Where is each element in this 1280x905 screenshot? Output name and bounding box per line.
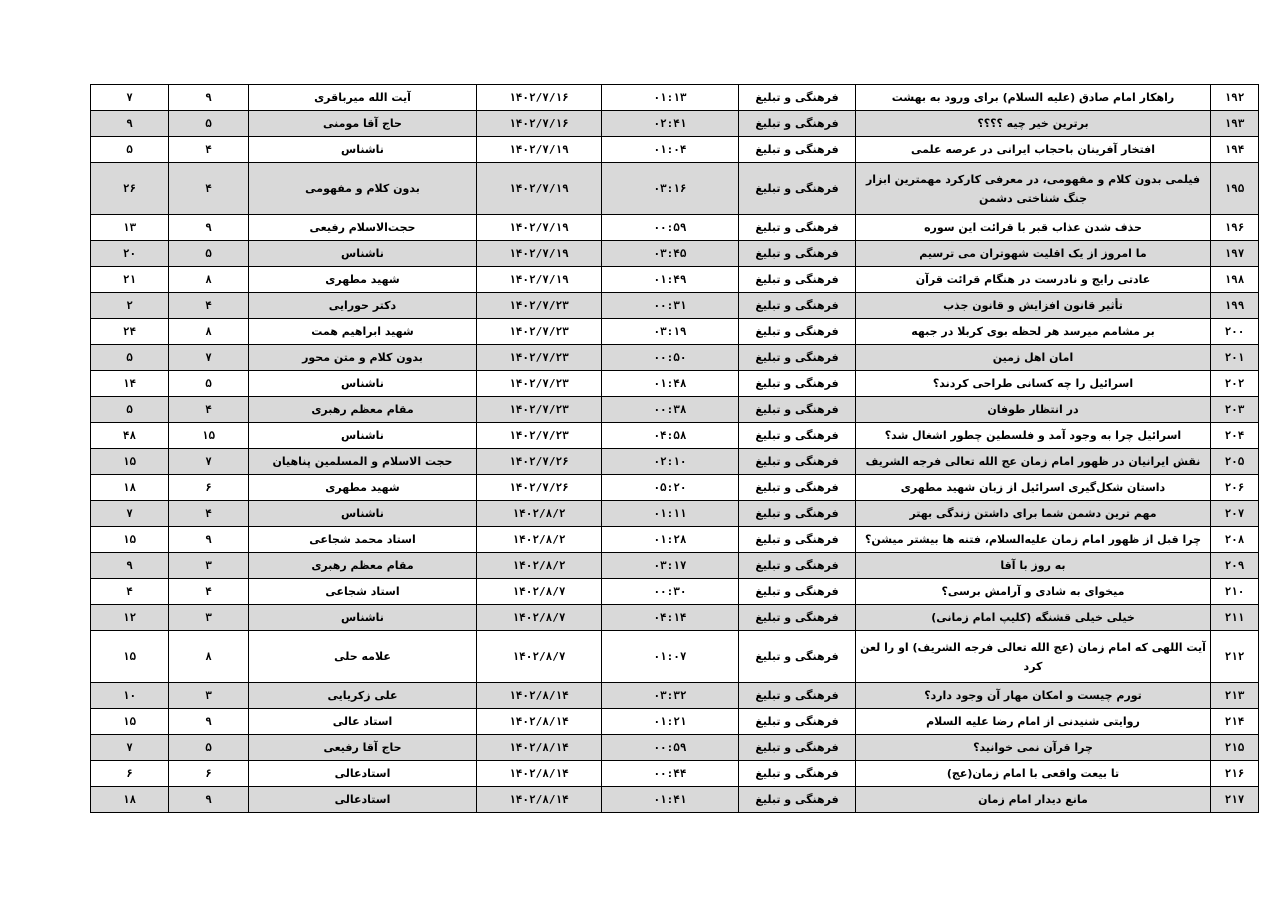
cell-speaker: استادعالی <box>249 787 477 813</box>
cell-count-a: ۴ <box>169 579 249 605</box>
cell-date: ۱۴۰۲/۸/۷ <box>477 605 602 631</box>
cell-row-number: ۲۱۳ <box>1211 683 1259 709</box>
cell-count-a: ۵ <box>169 241 249 267</box>
cell-row-number: ۲۱۲ <box>1211 631 1259 683</box>
cell-count-a: ۸ <box>169 267 249 293</box>
cell-row-number: ۲۰۱ <box>1211 345 1259 371</box>
cell-count-a: ۷ <box>169 449 249 475</box>
cell-speaker: حاج آقا رفیعی <box>249 735 477 761</box>
cell-row-number: ۲۰۲ <box>1211 371 1259 397</box>
table-row <box>91 761 1259 787</box>
cell-duration: ۰۱:۴۸ <box>602 371 739 397</box>
cell-count-b: ۵ <box>91 397 169 423</box>
table-row <box>91 579 1259 605</box>
cell-date: ۱۴۰۲/۷/۲۳ <box>477 371 602 397</box>
cell-count-b: ۱۵ <box>91 631 169 683</box>
cell-speaker: بدون کلام و متن محور <box>249 345 477 371</box>
cell-row-number: ۱۹۲ <box>1211 85 1259 111</box>
cell-date: ۱۴۰۲/۷/۱۹ <box>477 163 602 215</box>
cell-count-a: ۱۵ <box>169 423 249 449</box>
cell-row-number: ۲۱۵ <box>1211 735 1259 761</box>
cell-count-b: ۵ <box>91 345 169 371</box>
cell-speaker: شهید مطهری <box>249 475 477 501</box>
cell-title: عادتی رایج و نادرست در هنگام قرائت قرآن <box>856 267 1211 293</box>
cell-category: فرهنگی و تبلیغ <box>739 787 856 813</box>
table-row <box>91 345 1259 371</box>
cell-count-a: ۳ <box>169 605 249 631</box>
cell-title: امان اهل زمین <box>856 345 1211 371</box>
cell-category: فرهنگی و تبلیغ <box>739 85 856 111</box>
cell-title: بر مشامم میرسد هر لحظه بوی کربلا در جبهه <box>856 319 1211 345</box>
cell-count-a: ۹ <box>169 787 249 813</box>
cell-date: ۱۴۰۲/۷/۲۳ <box>477 397 602 423</box>
cell-duration: ۰۱:۲۸ <box>602 527 739 553</box>
table-row <box>91 319 1259 345</box>
cell-duration: ۰۱:۲۱ <box>602 709 739 735</box>
cell-category: فرهنگی و تبلیغ <box>739 137 856 163</box>
cell-title: روایتی شنیدنی از امام رضا علیه السلام <box>856 709 1211 735</box>
cell-row-number: ۲۱۱ <box>1211 605 1259 631</box>
cell-row-number: ۱۹۵ <box>1211 163 1259 215</box>
cell-date: ۱۴۰۲/۷/۱۹ <box>477 241 602 267</box>
cell-date: ۱۴۰۲/۸/۲ <box>477 501 602 527</box>
cell-duration: ۰۲:۱۰ <box>602 449 739 475</box>
cell-title: داستان شکل‌گیری اسرائیل از زبان شهید مطهری <box>856 475 1211 501</box>
cell-count-b: ۴ <box>91 579 169 605</box>
cell-title: افتخار آفرینان باحجاب ایرانی در عرصه علمی <box>856 137 1211 163</box>
cell-duration: ۰۱:۰۷ <box>602 631 739 683</box>
cell-date: ۱۴۰۲/۷/۲۶ <box>477 475 602 501</box>
cell-date: ۱۴۰۲/۸/۱۴ <box>477 683 602 709</box>
cell-date: ۱۴۰۲/۷/۱۹ <box>477 267 602 293</box>
cell-count-a: ۴ <box>169 501 249 527</box>
cell-title: تا بیعت واقعی با امام زمان(عج) <box>856 761 1211 787</box>
cell-category: فرهنگی و تبلیغ <box>739 553 856 579</box>
cell-row-number: ۲۰۶ <box>1211 475 1259 501</box>
cell-title: اسرائیل چرا به وجود آمد و فلسطین چطور اشغال شد؟ <box>856 423 1211 449</box>
cell-row-number: ۱۹۷ <box>1211 241 1259 267</box>
cell-duration: ۰۰:۳۰ <box>602 579 739 605</box>
cell-duration: ۰۳:۱۶ <box>602 163 739 215</box>
table-row <box>91 475 1259 501</box>
cell-duration: ۰۴:۱۴ <box>602 605 739 631</box>
cell-row-number: ۲۱۰ <box>1211 579 1259 605</box>
cell-count-b: ۹ <box>91 553 169 579</box>
table-row <box>91 501 1259 527</box>
cell-category: فرهنگی و تبلیغ <box>739 761 856 787</box>
cell-date: ۱۴۰۲/۷/۲۳ <box>477 345 602 371</box>
cell-title: راهکار امام صادق (علیه السلام) برای ورود به بهشت <box>856 85 1211 111</box>
cell-row-number: ۲۰۴ <box>1211 423 1259 449</box>
cell-date: ۱۴۰۲/۸/۷ <box>477 631 602 683</box>
cell-row-number: ۱۹۶ <box>1211 215 1259 241</box>
cell-category: فرهنگی و تبلیغ <box>739 111 856 137</box>
cell-duration: ۰۱:۴۱ <box>602 787 739 813</box>
cell-title: حذف شدن عذاب قبر با قرائت این سوره <box>856 215 1211 241</box>
cell-speaker: ناشناس <box>249 501 477 527</box>
cell-row-number: ۱۹۳ <box>1211 111 1259 137</box>
cell-title: تورم چیست و امکان مهار آن وجود دارد؟ <box>856 683 1211 709</box>
cell-count-b: ۲ <box>91 293 169 319</box>
cell-count-b: ۱۸ <box>91 787 169 813</box>
cell-row-number: ۲۰۵ <box>1211 449 1259 475</box>
cell-date: ۱۴۰۲/۷/۱۶ <box>477 111 602 137</box>
cell-row-number: ۲۰۰ <box>1211 319 1259 345</box>
table-row <box>91 683 1259 709</box>
cell-row-number: ۱۹۹ <box>1211 293 1259 319</box>
cell-category: فرهنگی و تبلیغ <box>739 319 856 345</box>
cell-date: ۱۴۰۲/۷/۱۹ <box>477 137 602 163</box>
table-row <box>91 735 1259 761</box>
cell-duration: ۰۳:۱۹ <box>602 319 739 345</box>
video-list-table <box>90 84 1259 813</box>
cell-duration: ۰۰:۵۹ <box>602 215 739 241</box>
cell-count-a: ۳ <box>169 683 249 709</box>
cell-count-a: ۶ <box>169 475 249 501</box>
table-row <box>91 631 1259 683</box>
cell-speaker: بدون کلام و مفهومی <box>249 163 477 215</box>
cell-count-a: ۷ <box>169 345 249 371</box>
cell-speaker: استاد عالی <box>249 709 477 735</box>
cell-category: فرهنگی و تبلیغ <box>739 371 856 397</box>
cell-category: فرهنگی و تبلیغ <box>739 605 856 631</box>
cell-speaker: ناشناس <box>249 423 477 449</box>
table-row <box>91 215 1259 241</box>
cell-count-b: ۷ <box>91 735 169 761</box>
cell-category: فرهنگی و تبلیغ <box>739 527 856 553</box>
cell-duration: ۰۱:۰۴ <box>602 137 739 163</box>
table-row <box>91 85 1259 111</box>
table-row <box>91 423 1259 449</box>
cell-speaker: استاد شجاعی <box>249 579 477 605</box>
cell-duration: ۰۰:۳۸ <box>602 397 739 423</box>
table-row <box>91 787 1259 813</box>
cell-count-b: ۱۵ <box>91 449 169 475</box>
cell-speaker: استادعالی <box>249 761 477 787</box>
cell-count-b: ۱۵ <box>91 709 169 735</box>
cell-title: به روز با آقا <box>856 553 1211 579</box>
cell-date: ۱۴۰۲/۸/۱۴ <box>477 761 602 787</box>
cell-category: فرهنگی و تبلیغ <box>739 163 856 215</box>
cell-count-b: ۱۲ <box>91 605 169 631</box>
table-row <box>91 111 1259 137</box>
table-row <box>91 449 1259 475</box>
cell-count-b: ۷ <box>91 85 169 111</box>
cell-category: فرهنگی و تبلیغ <box>739 579 856 605</box>
cell-category: فرهنگی و تبلیغ <box>739 631 856 683</box>
cell-date: ۱۴۰۲/۸/۱۴ <box>477 709 602 735</box>
cell-count-a: ۹ <box>169 709 249 735</box>
cell-date: ۱۴۰۲/۷/۲۳ <box>477 293 602 319</box>
cell-date: ۱۴۰۲/۷/۱۹ <box>477 215 602 241</box>
cell-speaker: حجت الاسلام و المسلمین پناهیان <box>249 449 477 475</box>
cell-title: در انتظار طوفان <box>856 397 1211 423</box>
cell-count-a: ۸ <box>169 319 249 345</box>
cell-count-a: ۴ <box>169 397 249 423</box>
cell-count-a: ۳ <box>169 553 249 579</box>
cell-count-b: ۶ <box>91 761 169 787</box>
cell-count-b: ۲۶ <box>91 163 169 215</box>
cell-count-b: ۱۳ <box>91 215 169 241</box>
cell-count-b: ۴۸ <box>91 423 169 449</box>
cell-count-a: ۹ <box>169 85 249 111</box>
cell-count-a: ۵ <box>169 111 249 137</box>
cell-date: ۱۴۰۲/۸/۷ <box>477 579 602 605</box>
cell-row-number: ۲۰۷ <box>1211 501 1259 527</box>
cell-count-a: ۴ <box>169 137 249 163</box>
cell-count-a: ۴ <box>169 293 249 319</box>
table-row <box>91 527 1259 553</box>
cell-date: ۱۴۰۲/۸/۱۴ <box>477 735 602 761</box>
cell-count-a: ۵ <box>169 371 249 397</box>
cell-duration: ۰۱:۱۱ <box>602 501 739 527</box>
cell-row-number: ۲۰۳ <box>1211 397 1259 423</box>
table-row <box>91 605 1259 631</box>
cell-row-number: ۱۹۴ <box>1211 137 1259 163</box>
cell-category: فرهنگی و تبلیغ <box>739 423 856 449</box>
cell-title: نقش ایرانیان در ظهور امام زمان عج الله تعالی فرجه الشریف <box>856 449 1211 475</box>
cell-duration: ۰۵:۲۰ <box>602 475 739 501</box>
cell-duration: ۰۱:۱۳ <box>602 85 739 111</box>
cell-title: اسرائیل را چه کسانی طراحی کردند؟ <box>856 371 1211 397</box>
cell-speaker: شهید مطهری <box>249 267 477 293</box>
cell-duration: ۰۰:۳۱ <box>602 293 739 319</box>
cell-duration: ۰۲:۴۱ <box>602 111 739 137</box>
cell-speaker: ناشناس <box>249 137 477 163</box>
cell-title: مانع دیدار امام زمان <box>856 787 1211 813</box>
cell-category: فرهنگی و تبلیغ <box>739 241 856 267</box>
cell-row-number: ۲۱۷ <box>1211 787 1259 813</box>
table-row <box>91 553 1259 579</box>
cell-count-b: ۱۵ <box>91 527 169 553</box>
cell-title: خیلی خیلی قشنگه (کلیپ امام زمانی) <box>856 605 1211 631</box>
table-row <box>91 709 1259 735</box>
cell-category: فرهنگی و تبلیغ <box>739 709 856 735</box>
cell-category: فرهنگی و تبلیغ <box>739 215 856 241</box>
cell-duration: ۰۳:۱۷ <box>602 553 739 579</box>
cell-row-number: ۲۱۴ <box>1211 709 1259 735</box>
cell-date: ۱۴۰۲/۸/۲ <box>477 553 602 579</box>
cell-title: ما امروز از یک اقلیت شهوتران می ترسیم <box>856 241 1211 267</box>
cell-speaker: دکتر حورایی <box>249 293 477 319</box>
cell-count-b: ۱۸ <box>91 475 169 501</box>
table-row <box>91 267 1259 293</box>
cell-date: ۱۴۰۲/۸/۱۴ <box>477 787 602 813</box>
cell-speaker: آیت الله میرباقری <box>249 85 477 111</box>
cell-speaker: ناشناس <box>249 605 477 631</box>
cell-duration: ۰۱:۴۹ <box>602 267 739 293</box>
cell-row-number: ۱۹۸ <box>1211 267 1259 293</box>
cell-speaker: ناشناس <box>249 241 477 267</box>
cell-count-a: ۶ <box>169 761 249 787</box>
cell-category: فرهنگی و تبلیغ <box>739 475 856 501</box>
cell-duration: ۰۰:۵۰ <box>602 345 739 371</box>
cell-speaker: استاد محمد شجاعی <box>249 527 477 553</box>
table-row <box>91 137 1259 163</box>
cell-speaker: شهید ابراهیم همت <box>249 319 477 345</box>
cell-duration: ۰۴:۵۸ <box>602 423 739 449</box>
cell-count-a: ۸ <box>169 631 249 683</box>
cell-count-a: ۹ <box>169 215 249 241</box>
cell-duration: ۰۰:۴۴ <box>602 761 739 787</box>
cell-category: فرهنگی و تبلیغ <box>739 735 856 761</box>
cell-title: فیلمی بدون کلام و مفهومی، در معرفی کارکرد مهمترین ابزار جنگ شناختی دشمن <box>856 163 1211 215</box>
table-row <box>91 293 1259 319</box>
cell-count-b: ۷ <box>91 501 169 527</box>
cell-category: فرهنگی و تبلیغ <box>739 293 856 319</box>
cell-title: آیت اللهی که امام زمان (عج الله تعالی فرجه الشریف) او را لعن کرد <box>856 631 1211 683</box>
cell-speaker: مقام معظم رهبری <box>249 397 477 423</box>
cell-count-b: ۲۴ <box>91 319 169 345</box>
cell-title: میخوای به شادی و آرامش برسی؟ <box>856 579 1211 605</box>
cell-title: چرا قرآن نمی خوانید؟ <box>856 735 1211 761</box>
cell-count-b: ۲۱ <box>91 267 169 293</box>
cell-date: ۱۴۰۲/۷/۲۶ <box>477 449 602 475</box>
cell-title: تأثیر قانون افزایش و قانون جذب <box>856 293 1211 319</box>
cell-row-number: ۲۰۸ <box>1211 527 1259 553</box>
cell-duration: ۰۰:۵۹ <box>602 735 739 761</box>
cell-category: فرهنگی و تبلیغ <box>739 397 856 423</box>
cell-date: ۱۴۰۲/۷/۲۳ <box>477 423 602 449</box>
cell-row-number: ۲۰۹ <box>1211 553 1259 579</box>
cell-speaker: علامه حلی <box>249 631 477 683</box>
cell-category: فرهنگی و تبلیغ <box>739 501 856 527</box>
cell-count-b: ۹ <box>91 111 169 137</box>
cell-count-b: ۲۰ <box>91 241 169 267</box>
table-row <box>91 371 1259 397</box>
cell-category: فرهنگی و تبلیغ <box>739 345 856 371</box>
table-row <box>91 397 1259 423</box>
cell-row-number: ۲۱۶ <box>1211 761 1259 787</box>
cell-title: چرا قبل از ظهور امام زمان علیه‌السلام، فتنه ها بیشتر میشن؟ <box>856 527 1211 553</box>
cell-category: فرهنگی و تبلیغ <box>739 449 856 475</box>
cell-date: ۱۴۰۲/۷/۲۳ <box>477 319 602 345</box>
cell-category: فرهنگی و تبلیغ <box>739 267 856 293</box>
cell-speaker: مقام معظم رهبری <box>249 553 477 579</box>
cell-count-b: ۵ <box>91 137 169 163</box>
table-row <box>91 241 1259 267</box>
table-row <box>91 163 1259 215</box>
cell-title: برترین خیر چیه ؟؟؟؟ <box>856 111 1211 137</box>
cell-date: ۱۴۰۲/۸/۲ <box>477 527 602 553</box>
cell-speaker: علی زکریایی <box>249 683 477 709</box>
cell-speaker: ناشناس <box>249 371 477 397</box>
cell-title: مهم ترین دشمن شما برای داشتن زندگی بهتر <box>856 501 1211 527</box>
cell-count-a: ۹ <box>169 527 249 553</box>
cell-count-a: ۵ <box>169 735 249 761</box>
cell-speaker: حجت‌الاسلام رفیعی <box>249 215 477 241</box>
cell-count-a: ۴ <box>169 163 249 215</box>
cell-duration: ۰۳:۴۵ <box>602 241 739 267</box>
cell-category: فرهنگی و تبلیغ <box>739 683 856 709</box>
cell-date: ۱۴۰۲/۷/۱۶ <box>477 85 602 111</box>
cell-speaker: حاج آقا مومنی <box>249 111 477 137</box>
cell-count-b: ۱۴ <box>91 371 169 397</box>
cell-duration: ۰۳:۳۲ <box>602 683 739 709</box>
cell-count-b: ۱۰ <box>91 683 169 709</box>
